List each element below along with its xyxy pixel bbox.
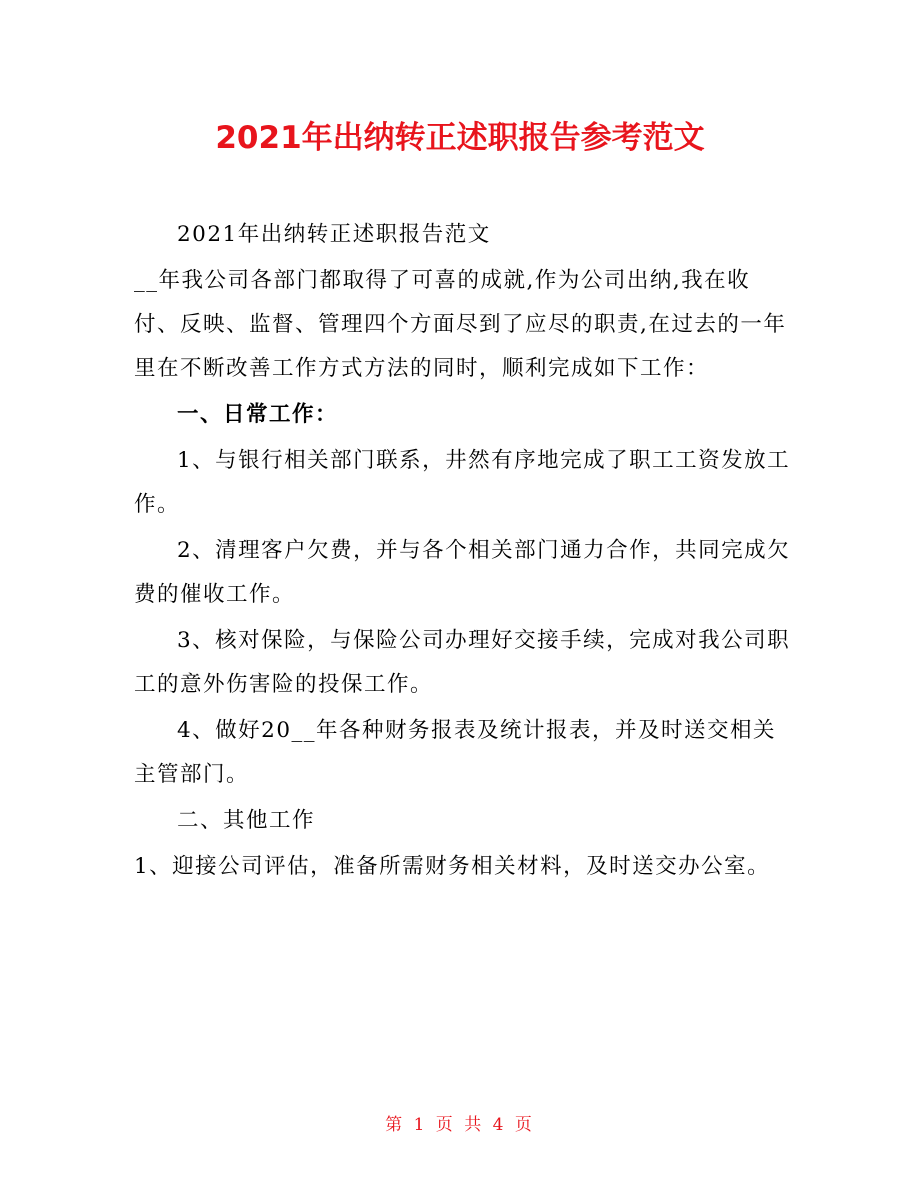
list-item-2: 2、清理客户欠费，并与各个相关部门通力合作，共同完成欠费的催收工作。 bbox=[134, 538, 791, 607]
list-item-1: 1、与银行相关部门联系，井然有序地完成了职工工资发放工作。 bbox=[134, 448, 791, 517]
intro-paragraph: __年我公司各部门都取得了可喜的成就,作为公司出纳,我在收付、反映、监督、管理四个方面尽到了应尽的职责,在过去的一年里在不断改善工作方式方法的同时，顺利完成如下工作： bbox=[134, 268, 787, 381]
list-item-3: 3、核对保险，与保险公司办理好交接手续，完成对我公司职工的意外伤害险的投保工作。 bbox=[134, 628, 791, 697]
document-body bbox=[134, 213, 794, 891]
page-footer: 第 1 页 共 4 页 bbox=[385, 1115, 535, 1135]
section-heading-daily-work: 一、日常工作： bbox=[177, 402, 339, 427]
document-title: 2021年出纳转正述职报告参考范文 bbox=[215, 120, 705, 156]
list-item-other-1: 1、迎接公司评估，准备所需财务相关材料，及时送交办公室。 bbox=[134, 854, 771, 879]
list-item-4: 4、做好20__年各种财务报表及统计报表，并及时送交相关主管部门。 bbox=[134, 718, 777, 787]
subtitle-paragraph: 2021年出纳转正述职报告范文 bbox=[177, 222, 491, 247]
section-heading-other-work: 二、其他工作 bbox=[177, 808, 316, 833]
